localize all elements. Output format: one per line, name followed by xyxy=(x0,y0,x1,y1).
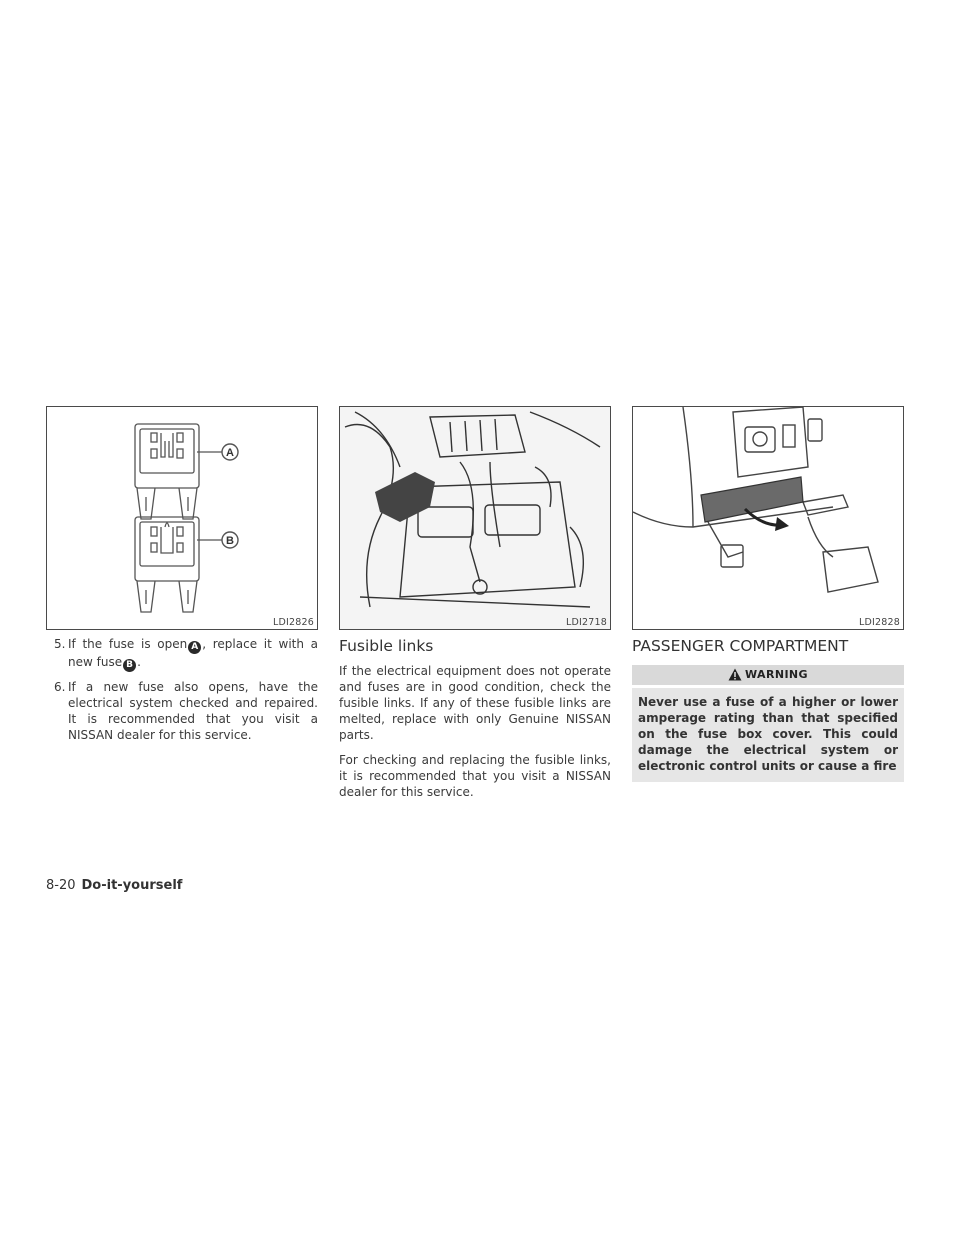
warning-triangle-icon xyxy=(728,668,742,681)
marker-a-icon: A xyxy=(188,641,201,654)
step-item xyxy=(46,679,318,743)
step-text: . xyxy=(137,655,141,669)
step-text: , replace it with a new fuse xyxy=(68,637,319,669)
warning-box xyxy=(632,665,904,782)
fusible-links-paragraph: If the electrical equipment does not operate and fuses are in good condition, check the fusible links. If any of these fusible links are melted, replace with only Genuine NISSAN parts. xyxy=(339,664,611,742)
page-footer xyxy=(46,878,182,893)
engine-bay-illustration xyxy=(340,407,610,629)
marker-b-icon: B xyxy=(123,659,136,672)
column-left xyxy=(46,406,318,750)
warning-text: Never use a fuse of a higher or lower amperage rating than that specified on the fuse box cover. This could damage the electrical system or electronic control units or cause a fire xyxy=(632,688,904,782)
step-number: 6. xyxy=(54,680,66,694)
fuse-illustration xyxy=(46,406,318,630)
fusible-links-paragraph: For checking and replacing the fusible links, it is recommended that you visit a NISSAN dealer for this service. xyxy=(339,753,611,799)
figure-id: LDI2826 xyxy=(273,617,314,628)
warning-label: WARNING xyxy=(745,668,808,681)
dashboard-illustration xyxy=(633,407,903,629)
step-text: If the fuse is open xyxy=(68,637,188,651)
fuse-b-drawing xyxy=(135,517,199,612)
fusible-links-heading: Fusible links xyxy=(339,637,434,655)
fuse-a-drawing xyxy=(135,424,199,519)
fuse-diagram xyxy=(47,407,317,629)
step-item xyxy=(46,636,318,672)
step-number: 5. xyxy=(54,637,66,651)
column-right xyxy=(632,406,904,782)
fuse-b-label: B xyxy=(226,535,234,547)
fuse-a-label: A xyxy=(226,447,234,459)
section-title: Do-it-yourself xyxy=(81,878,183,893)
engine-bay-photo xyxy=(339,406,611,630)
step-text: If a new fuse also opens, have the electrical system checked and repaired. It is recommended that you visit a NISSAN dealer for this service. xyxy=(68,680,318,742)
page-number: 8-20 xyxy=(46,878,76,893)
fuse-box-location-illustration xyxy=(632,406,904,630)
figure-id: LDI2718 xyxy=(566,617,607,628)
fuse-steps xyxy=(46,636,318,743)
column-middle xyxy=(339,406,611,809)
warning-header xyxy=(632,665,904,685)
passenger-compartment-heading: PASSENGER COMPARTMENT xyxy=(632,637,849,655)
figure-id: LDI2828 xyxy=(859,617,900,628)
